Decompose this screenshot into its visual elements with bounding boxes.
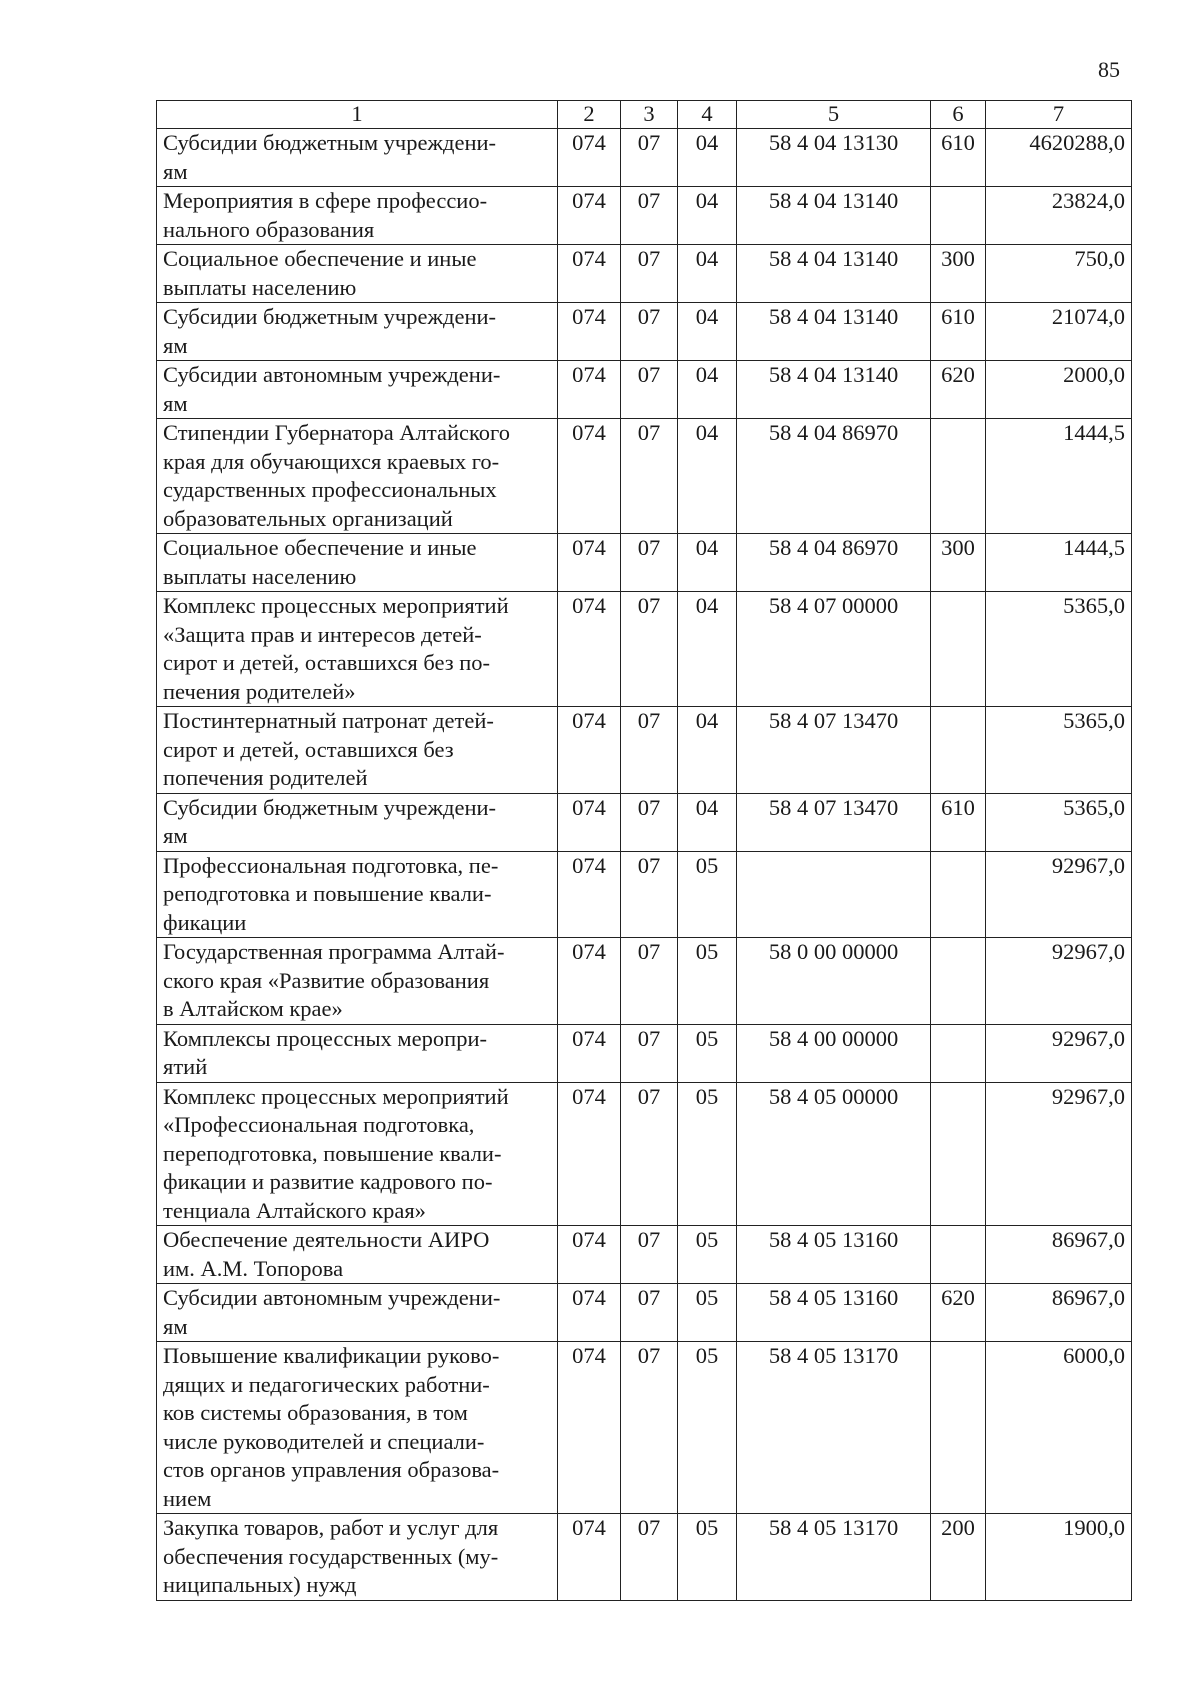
target-code-cell: 58 0 00 00000 — [737, 938, 931, 1025]
subsection-code-cell: 05 — [678, 1226, 737, 1284]
ministry-code-cell: 074 — [558, 1284, 621, 1342]
table-row — [157, 793, 1132, 851]
subsection-code-cell: 05 — [678, 1342, 737, 1514]
item-name-cell: Стипендии Губернатора Алтайского края для обучающихся краевых го- сударственных профессиональных образовательных организаций — [157, 419, 558, 534]
ministry-code-cell: 074 — [558, 361, 621, 419]
header-cell: 1 — [157, 101, 558, 129]
ministry-code-cell: 074 — [558, 1342, 621, 1514]
table-row — [157, 707, 1132, 794]
expense-type-cell: 620 — [931, 361, 986, 419]
expense-type-cell — [931, 187, 986, 245]
section-code-cell: 07 — [621, 938, 678, 1025]
item-name-cell: Профессиональная подготовка, пе- реподготовка и повышение квали- фикации — [157, 851, 558, 938]
item-name-cell: Государственная программа Алтай- ского края «Развитие образования в Алтайском крае» — [157, 938, 558, 1025]
amount-cell: 4620288,0 — [986, 129, 1132, 187]
section-code-cell: 07 — [621, 707, 678, 794]
ministry-code-cell: 074 — [558, 129, 621, 187]
budget-table — [156, 100, 1132, 1601]
target-code-cell: 58 4 05 13160 — [737, 1284, 931, 1342]
subsection-code-cell: 05 — [678, 1514, 737, 1601]
target-code-cell: 58 4 04 86970 — [737, 534, 931, 592]
section-code-cell: 07 — [621, 129, 678, 187]
header-cell: 2 — [558, 101, 621, 129]
header-cell: 5 — [737, 101, 931, 129]
amount-cell: 6000,0 — [986, 1342, 1132, 1514]
section-code-cell: 07 — [621, 361, 678, 419]
table-row — [157, 1284, 1132, 1342]
item-name-cell: Комплексы процессных меропри- ятий — [157, 1024, 558, 1082]
ministry-code-cell: 074 — [558, 419, 621, 534]
page-number: 85 — [1098, 57, 1120, 82]
target-code-cell: 58 4 04 86970 — [737, 419, 931, 534]
expense-type-cell — [931, 592, 986, 707]
expense-type-cell — [931, 1342, 986, 1514]
expense-type-cell — [931, 419, 986, 534]
amount-cell: 2000,0 — [986, 361, 1132, 419]
target-code-cell: 58 4 04 13140 — [737, 187, 931, 245]
amount-cell: 92967,0 — [986, 1082, 1132, 1226]
section-code-cell: 07 — [621, 1342, 678, 1514]
table-header — [157, 101, 1132, 129]
section-code-cell: 07 — [621, 851, 678, 938]
target-code-cell: 58 4 05 13160 — [737, 1226, 931, 1284]
table-row — [157, 245, 1132, 303]
amount-cell: 92967,0 — [986, 851, 1132, 938]
subsection-code-cell: 04 — [678, 129, 737, 187]
table-row — [157, 187, 1132, 245]
ministry-code-cell: 074 — [558, 303, 621, 361]
section-code-cell: 07 — [621, 793, 678, 851]
item-name-cell: Субсидии автономным учреждени- ям — [157, 361, 558, 419]
table-row — [157, 1342, 1132, 1514]
table-row — [157, 419, 1132, 534]
section-code-cell: 07 — [621, 1024, 678, 1082]
item-name-cell: Социальное обеспечение и иные выплаты населению — [157, 245, 558, 303]
subsection-code-cell: 04 — [678, 187, 737, 245]
ministry-code-cell: 074 — [558, 1024, 621, 1082]
target-code-cell: 58 4 07 00000 — [737, 592, 931, 707]
item-name-cell: Постинтернатный патронат детей- сирот и детей, оставшихся без попечения родителей — [157, 707, 558, 794]
expense-type-cell — [931, 707, 986, 794]
target-code-cell: 58 4 05 13170 — [737, 1342, 931, 1514]
section-code-cell: 07 — [621, 1226, 678, 1284]
subsection-code-cell: 04 — [678, 534, 737, 592]
amount-cell: 92967,0 — [986, 1024, 1132, 1082]
table-row — [157, 938, 1132, 1025]
table-row — [157, 1082, 1132, 1226]
target-code-cell — [737, 851, 931, 938]
table-row — [157, 303, 1132, 361]
ministry-code-cell: 074 — [558, 851, 621, 938]
amount-cell: 92967,0 — [986, 938, 1132, 1025]
expense-type-cell — [931, 938, 986, 1025]
expense-type-cell: 620 — [931, 1284, 986, 1342]
item-name-cell: Субсидии бюджетным учреждени- ям — [157, 129, 558, 187]
header-row — [157, 101, 1132, 129]
subsection-code-cell: 04 — [678, 793, 737, 851]
section-code-cell: 07 — [621, 1082, 678, 1226]
expense-type-cell — [931, 1082, 986, 1226]
amount-cell: 1444,5 — [986, 534, 1132, 592]
section-code-cell: 07 — [621, 419, 678, 534]
section-code-cell: 07 — [621, 303, 678, 361]
table-row — [157, 534, 1132, 592]
ministry-code-cell: 074 — [558, 1082, 621, 1226]
subsection-code-cell: 04 — [678, 592, 737, 707]
expense-type-cell — [931, 1024, 986, 1082]
section-code-cell: 07 — [621, 592, 678, 707]
subsection-code-cell: 04 — [678, 303, 737, 361]
subsection-code-cell: 04 — [678, 419, 737, 534]
section-code-cell: 07 — [621, 1284, 678, 1342]
amount-cell: 1900,0 — [986, 1514, 1132, 1601]
item-name-cell: Субсидии бюджетным учреждени- ям — [157, 303, 558, 361]
ministry-code-cell: 074 — [558, 1514, 621, 1601]
amount-cell: 750,0 — [986, 245, 1132, 303]
target-code-cell: 58 4 05 00000 — [737, 1082, 931, 1226]
target-code-cell: 58 4 04 13140 — [737, 361, 931, 419]
expense-type-cell — [931, 1226, 986, 1284]
table-body — [157, 129, 1132, 1601]
expense-type-cell — [931, 851, 986, 938]
target-code-cell: 58 4 00 00000 — [737, 1024, 931, 1082]
expense-type-cell: 300 — [931, 534, 986, 592]
table-row — [157, 1024, 1132, 1082]
subsection-code-cell: 05 — [678, 851, 737, 938]
target-code-cell: 58 4 04 13130 — [737, 129, 931, 187]
table-row — [157, 1514, 1132, 1601]
table-row — [157, 1226, 1132, 1284]
item-name-cell: Обеспечение деятельности АИРО им. А.М. Топорова — [157, 1226, 558, 1284]
target-code-cell: 58 4 04 13140 — [737, 303, 931, 361]
subsection-code-cell: 05 — [678, 1082, 737, 1226]
item-name-cell: Комплекс процессных мероприятий «Защита прав и интересов детей- сирот и детей, оставшихся без по- печения родителей» — [157, 592, 558, 707]
target-code-cell: 58 4 07 13470 — [737, 707, 931, 794]
subsection-code-cell: 04 — [678, 707, 737, 794]
amount-cell: 5365,0 — [986, 793, 1132, 851]
amount-cell: 86967,0 — [986, 1284, 1132, 1342]
item-name-cell: Мероприятия в сфере профессио- нального образования — [157, 187, 558, 245]
expense-type-cell: 200 — [931, 1514, 986, 1601]
header-cell: 7 — [986, 101, 1132, 129]
item-name-cell: Субсидии автономным учреждени- ям — [157, 1284, 558, 1342]
ministry-code-cell: 074 — [558, 793, 621, 851]
amount-cell: 23824,0 — [986, 187, 1132, 245]
item-name-cell: Социальное обеспечение и иные выплаты населению — [157, 534, 558, 592]
target-code-cell: 58 4 07 13470 — [737, 793, 931, 851]
item-name-cell: Закупка товаров, работ и услуг для обеспечения государственных (му- ниципальных) нужд — [157, 1514, 558, 1601]
header-cell: 6 — [931, 101, 986, 129]
ministry-code-cell: 074 — [558, 707, 621, 794]
ministry-code-cell: 074 — [558, 534, 621, 592]
section-code-cell: 07 — [621, 187, 678, 245]
amount-cell: 86967,0 — [986, 1226, 1132, 1284]
table-row — [157, 851, 1132, 938]
header-cell: 4 — [678, 101, 737, 129]
expense-type-cell: 610 — [931, 793, 986, 851]
section-code-cell: 07 — [621, 534, 678, 592]
subsection-code-cell: 04 — [678, 361, 737, 419]
amount-cell: 1444,5 — [986, 419, 1132, 534]
item-name-cell: Субсидии бюджетным учреждени- ям — [157, 793, 558, 851]
section-code-cell: 07 — [621, 245, 678, 303]
expense-type-cell: 300 — [931, 245, 986, 303]
target-code-cell: 58 4 05 13170 — [737, 1514, 931, 1601]
header-cell: 3 — [621, 101, 678, 129]
subsection-code-cell: 05 — [678, 938, 737, 1025]
ministry-code-cell: 074 — [558, 245, 621, 303]
amount-cell: 5365,0 — [986, 707, 1132, 794]
subsection-code-cell: 05 — [678, 1024, 737, 1082]
target-code-cell: 58 4 04 13140 — [737, 245, 931, 303]
subsection-code-cell: 05 — [678, 1284, 737, 1342]
amount-cell: 21074,0 — [986, 303, 1132, 361]
ministry-code-cell: 074 — [558, 187, 621, 245]
ministry-code-cell: 074 — [558, 1226, 621, 1284]
item-name-cell: Повышение квалификации руково- дящих и педагогических работни- ков системы образования, в том числе руководителей и специали- стов органов управления образова- нием — [157, 1342, 558, 1514]
item-name-cell: Комплекс процессных мероприятий «Профессиональная подготовка, переподготовка, повышение квали- фикации и развитие кадрового по- тенциала Алтайского края» — [157, 1082, 558, 1226]
ministry-code-cell: 074 — [558, 938, 621, 1025]
ministry-code-cell: 074 — [558, 592, 621, 707]
expense-type-cell: 610 — [931, 129, 986, 187]
section-code-cell: 07 — [621, 1514, 678, 1601]
expense-type-cell: 610 — [931, 303, 986, 361]
amount-cell: 5365,0 — [986, 592, 1132, 707]
table-row — [157, 592, 1132, 707]
table-row — [157, 129, 1132, 187]
subsection-code-cell: 04 — [678, 245, 737, 303]
table-row — [157, 361, 1132, 419]
